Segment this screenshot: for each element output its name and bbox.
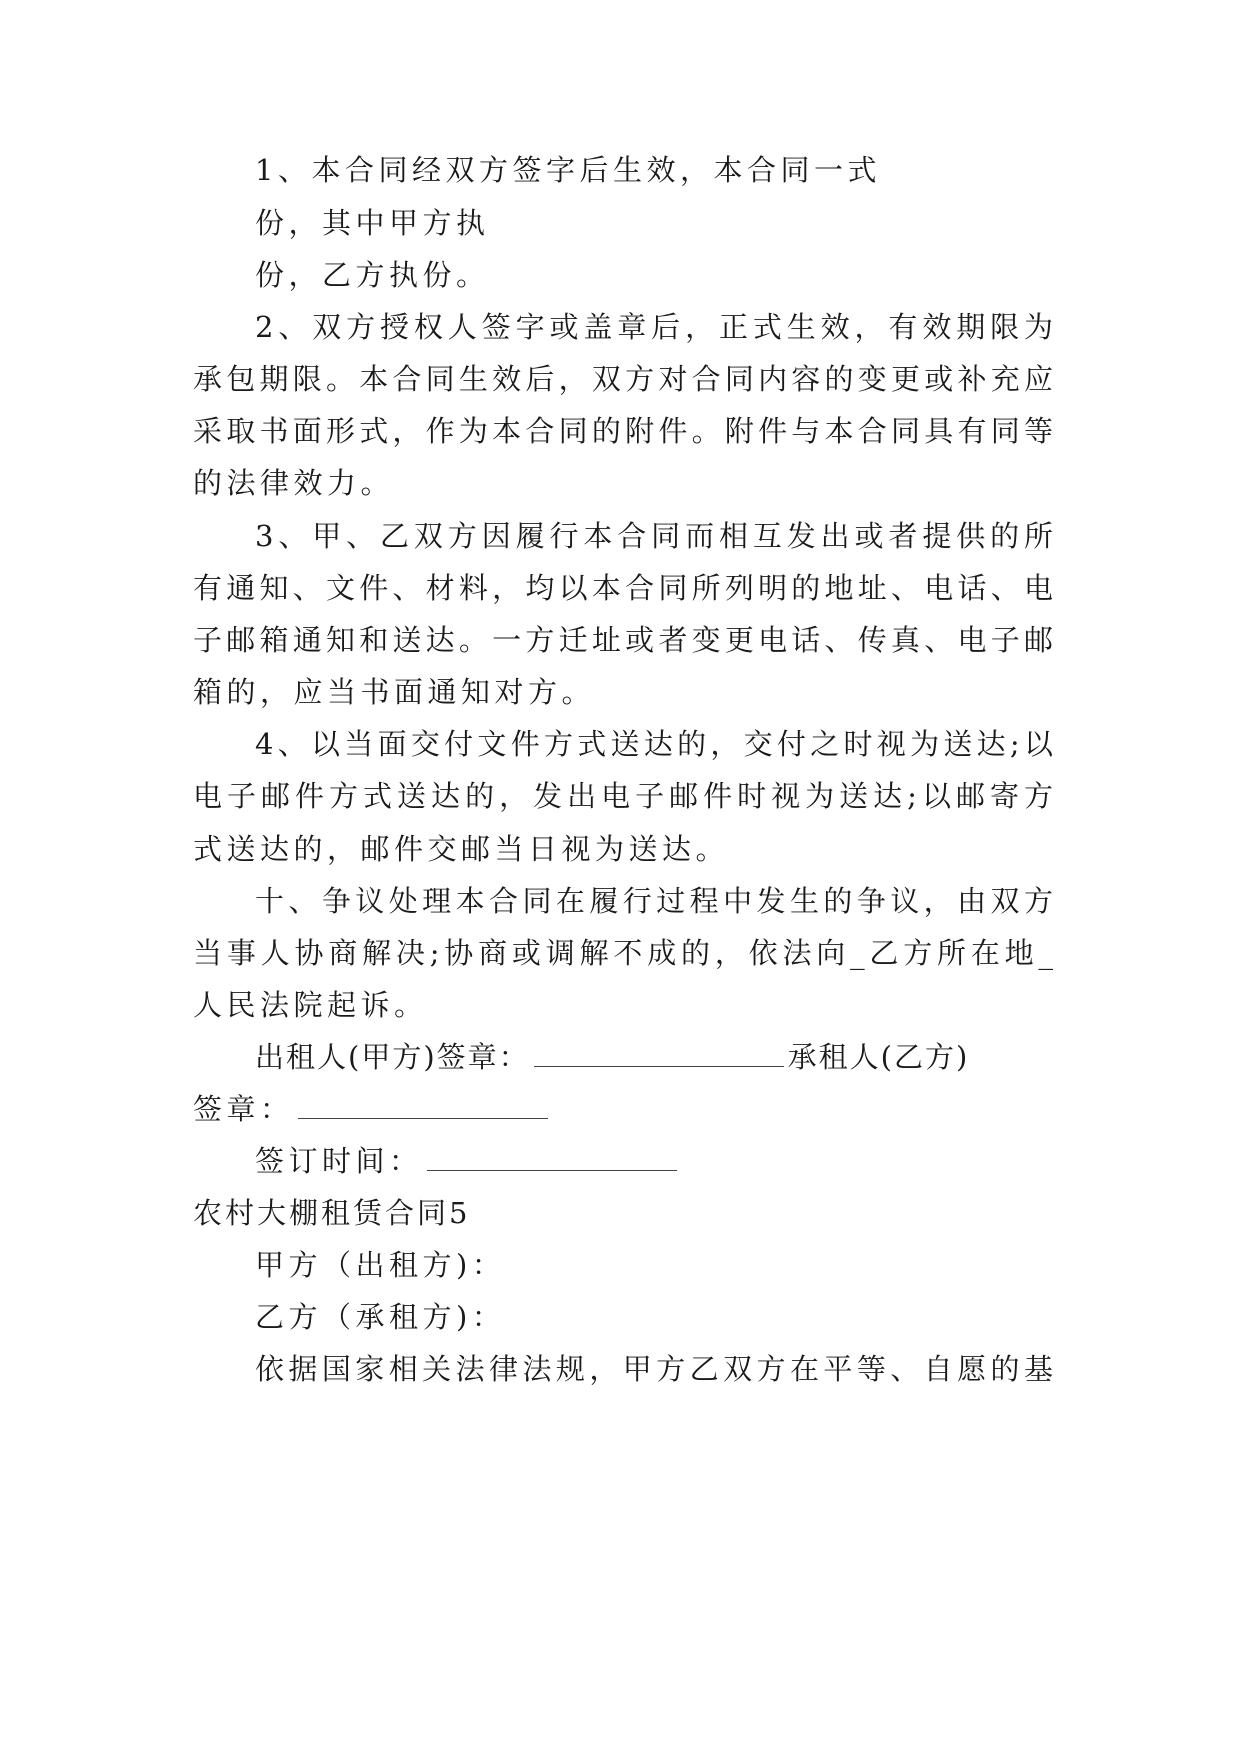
- clause-4-line-2: 电子邮件方式送达的，发出电子邮件时视为送达;以邮寄方: [193, 779, 1053, 813]
- clause-1-line-1: 1、本合同经双方签字后生效，本合同一式: [255, 153, 881, 187]
- intro-line: 依据国家相关法律法规，甲方乙双方在平等、自愿的基: [255, 1352, 1053, 1386]
- clause-3-line-3: 子邮箱通知和送达。一方迁址或者变更电话、传真、电子邮: [193, 623, 1053, 657]
- clause-3-line-1: 3、甲、乙双方因履行本合同而相互发出或者提供的所: [255, 519, 1053, 553]
- clause-4-line-1: 4、以当面交付文件方式送达的，交付之时视为送达;以: [255, 727, 1053, 761]
- clause-2-line-2: 承包期限。本合同生效后，双方对合同内容的变更或补充应: [193, 362, 1053, 396]
- clause-3-line-2: 有通知、文件、材料，均以本合同所列明的地址、电话、电: [193, 571, 1053, 605]
- lessor-sign-blank: [534, 1040, 784, 1067]
- clause-3-line-4: 箱的，应当书面通知对方。: [193, 675, 596, 709]
- dispute-line-3: 人民法院起诉。: [193, 988, 428, 1022]
- party-a-line: 甲方（出租方)：: [255, 1248, 506, 1282]
- lessee-sign-blank: [298, 1092, 548, 1119]
- signing-date-row: [255, 1141, 1115, 1181]
- signing-date-label: 签订时间：: [255, 1144, 423, 1178]
- lessor-sign-label: 出租人(甲方)签章：: [255, 1040, 530, 1074]
- party-b-line: 乙方（承租方)：: [255, 1300, 506, 1334]
- clause-1-line-3: 份，乙方执份。: [255, 258, 490, 292]
- clause-1-line-2: 份，其中甲方执: [255, 206, 490, 240]
- dispute-line-2: 当事人协商解决;协商或调解不成的，依法向_乙方所在地_: [193, 936, 1053, 970]
- lessee-sign-label-cont: 签章：: [193, 1092, 294, 1126]
- signature-row-1: [255, 1037, 1053, 1077]
- clause-4-line-3: 式送达的，邮件交邮当日视为送达。: [193, 832, 730, 866]
- clause-2-line-1: 2、双方授权人签字或盖章后，正式生效，有效期限为: [255, 310, 1053, 344]
- signature-row-2: [193, 1089, 1053, 1129]
- dispute-line-1: 十、争议处理本合同在履行过程中发生的争议，由双方: [255, 884, 1053, 918]
- contract-title: 农村大棚租赁合同5: [193, 1196, 471, 1230]
- clause-2-line-4: 的法律效力。: [193, 466, 395, 500]
- lessee-sign-label: 承租人(乙方): [787, 1040, 970, 1074]
- signing-date-blank: [427, 1144, 677, 1171]
- clause-2-line-3: 采取书面形式，作为本合同的附件。附件与本合同具有同等: [193, 414, 1053, 448]
